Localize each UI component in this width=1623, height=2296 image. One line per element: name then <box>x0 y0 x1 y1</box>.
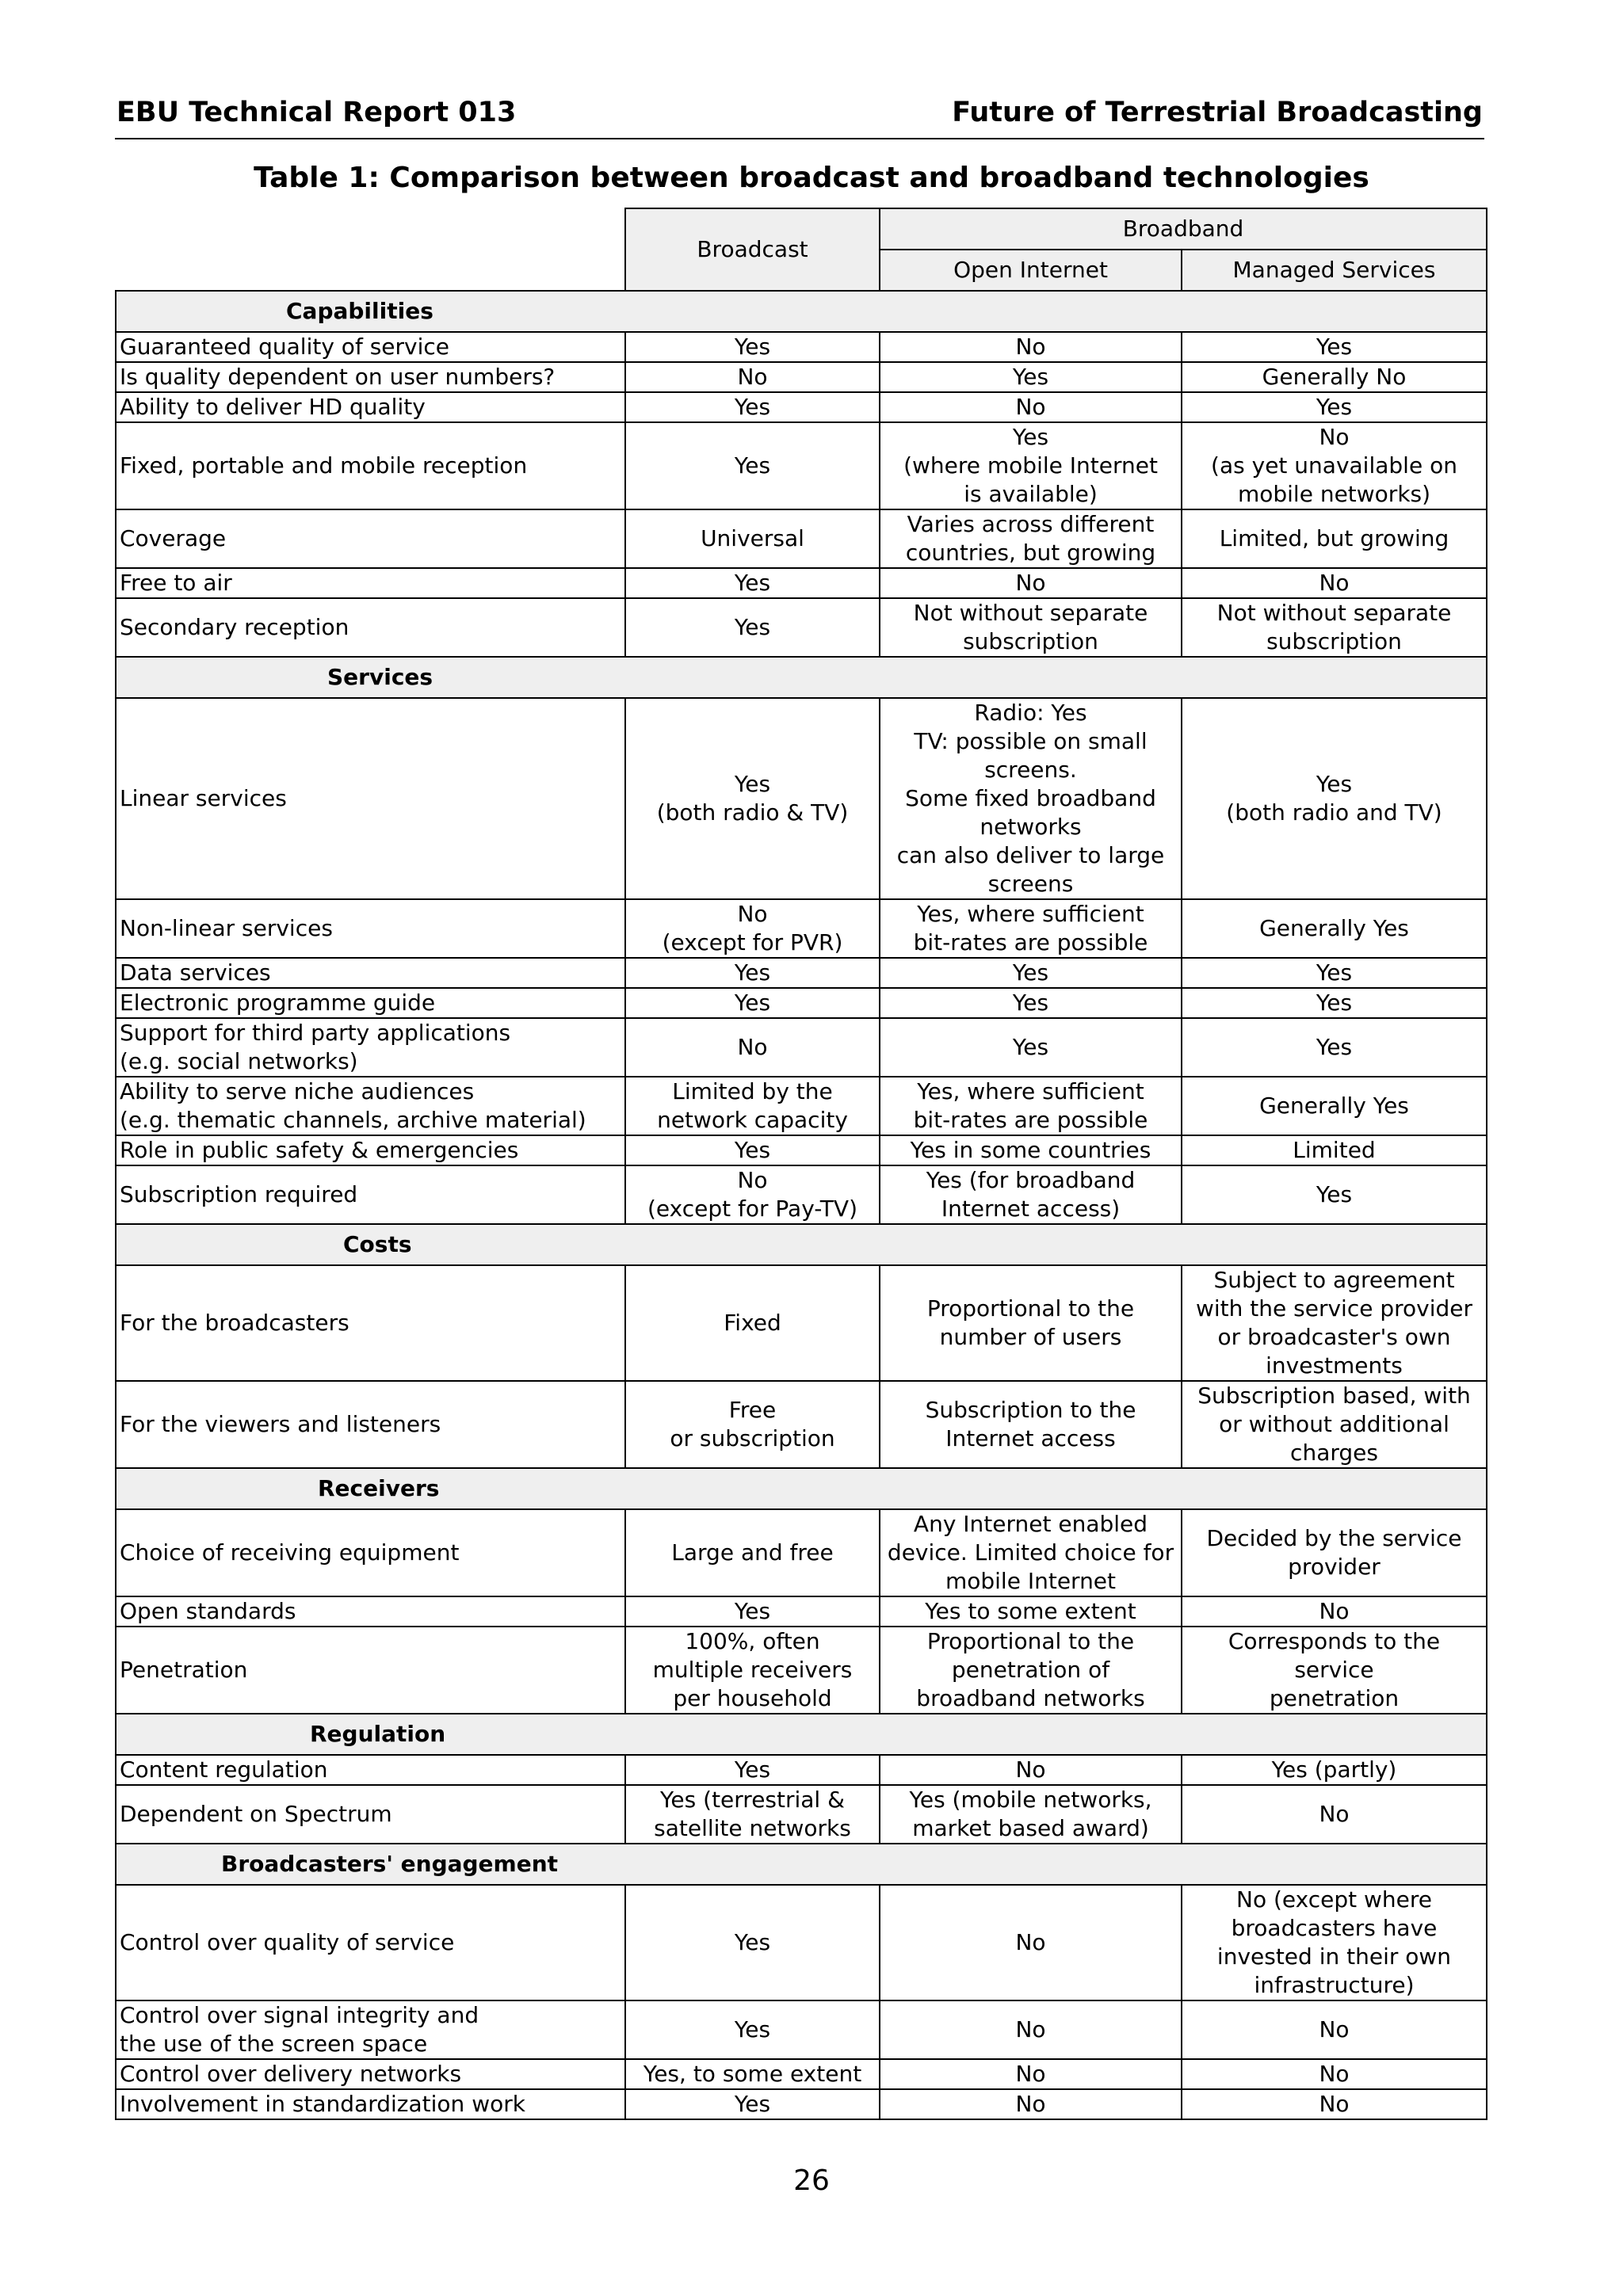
table-caption: Table 1: Comparison between broadcast and broadband technologies <box>254 162 1369 194</box>
cell-broadcast: Yes <box>625 988 880 1018</box>
table-row <box>116 422 1487 509</box>
cell-open-internet: Yes to some extent <box>880 1596 1182 1627</box>
cell-managed-services: Yes <box>1182 1165 1487 1224</box>
cell-managed-services: No <box>1182 2000 1487 2059</box>
cell-managed-services: Yes <box>1182 1018 1487 1077</box>
table-row <box>116 2089 1487 2119</box>
cell-open-internet: No <box>880 2000 1182 2059</box>
row-label: Electronic programme guide <box>116 988 625 1018</box>
table-row <box>116 2000 1487 2059</box>
row-label: Ability to serve niche audiences (e.g. thematic channels, archive material) <box>116 1077 625 1135</box>
table-row <box>116 1755 1487 1785</box>
cell-broadcast: Free or subscription <box>625 1381 880 1468</box>
section-row <box>116 1844 1487 1885</box>
cell-open-internet: Proportional to the number of users <box>880 1265 1182 1381</box>
cell-open-internet: Yes <box>880 1018 1182 1077</box>
cell-open-internet: Yes <box>880 958 1182 988</box>
section-title: Services <box>327 664 433 690</box>
cell-broadcast: Yes <box>625 1135 880 1165</box>
cell-broadcast: Yes <box>625 422 880 509</box>
cell-managed-services: Subject to agreement with the service provider or broadcaster's own investments <box>1182 1265 1487 1381</box>
section-row <box>116 657 1487 698</box>
cell-managed-services: Yes <box>1182 988 1487 1018</box>
row-label: Choice of receiving equipment <box>116 1509 625 1596</box>
header-document-title: Future of Terrestrial Broadcasting <box>952 97 1483 128</box>
cell-broadcast: Yes (both radio & TV) <box>625 698 880 899</box>
cell-broadcast: Yes <box>625 568 880 598</box>
cell-broadcast: Yes <box>625 1755 880 1785</box>
row-label: Control over delivery networks <box>116 2059 625 2089</box>
section-header <box>116 657 1487 698</box>
cell-broadcast: No (except for PVR) <box>625 899 880 958</box>
table-row <box>116 362 1487 392</box>
cell-broadcast: 100%, often multiple receivers per household <box>625 1627 880 1714</box>
cell-managed-services: No (as yet unavailable on mobile networks) <box>1182 422 1487 509</box>
cell-managed-services: No <box>1182 2059 1487 2089</box>
section-row <box>116 1714 1487 1755</box>
section-title: Capabilities <box>286 298 433 324</box>
table-row <box>116 1077 1487 1135</box>
table-row <box>116 1165 1487 1224</box>
cell-managed-services: Limited <box>1182 1135 1487 1165</box>
cell-broadcast: Yes <box>625 598 880 657</box>
table-row <box>116 332 1487 362</box>
header-blank-cell <box>116 208 625 291</box>
row-label: Linear services <box>116 698 625 899</box>
cell-open-internet: Yes <box>880 988 1182 1018</box>
cell-broadcast: Fixed <box>625 1265 880 1381</box>
section-title: Receivers <box>318 1475 440 1501</box>
table-row <box>116 698 1487 899</box>
section-header <box>116 291 1487 332</box>
cell-open-internet: Yes (for broadband Internet access) <box>880 1165 1182 1224</box>
table-row <box>116 509 1487 568</box>
cell-broadcast: No <box>625 1018 880 1077</box>
cell-open-internet: Yes, where sufficient bit-rates are possible <box>880 1077 1182 1135</box>
table-row <box>116 988 1487 1018</box>
cell-open-internet: Varies across different countries, but growing <box>880 509 1182 568</box>
cell-open-internet: Yes in some countries <box>880 1135 1182 1165</box>
cell-open-internet: Yes (mobile networks, market based award) <box>880 1785 1182 1844</box>
row-label: Involvement in standardization work <box>116 2089 625 2119</box>
row-label: Dependent on Spectrum <box>116 1785 625 1844</box>
row-label: Penetration <box>116 1627 625 1714</box>
row-label: Secondary reception <box>116 598 625 657</box>
cell-broadcast: Yes <box>625 1596 880 1627</box>
col-header-managed-services: Managed Services <box>1182 250 1487 291</box>
cell-managed-services: Not without separate subscription <box>1182 598 1487 657</box>
cell-broadcast: Yes (terrestrial & satellite networks <box>625 1785 880 1844</box>
table-row <box>116 1381 1487 1468</box>
cell-managed-services: Yes <box>1182 392 1487 422</box>
cell-open-internet: No <box>880 568 1182 598</box>
comparison-table <box>115 208 1487 2120</box>
col-header-broadband: Broadband <box>880 208 1487 250</box>
cell-broadcast: Yes <box>625 958 880 988</box>
cell-broadcast: Universal <box>625 509 880 568</box>
cell-managed-services: Subscription based, with or without additional charges <box>1182 1381 1487 1468</box>
row-label: Is quality dependent on user numbers? <box>116 362 625 392</box>
table-row <box>116 958 1487 988</box>
col-header-open-internet: Open Internet <box>880 250 1182 291</box>
section-header <box>116 1714 1487 1755</box>
cell-broadcast: Limited by the network capacity <box>625 1077 880 1135</box>
cell-open-internet: No <box>880 2059 1182 2089</box>
col-header-broadcast: Broadcast <box>625 208 880 291</box>
row-label: For the viewers and listeners <box>116 1381 625 1468</box>
row-label: Open standards <box>116 1596 625 1627</box>
table-body <box>116 291 1487 2119</box>
table-row <box>116 1135 1487 1165</box>
cell-managed-services: Decided by the service provider <box>1182 1509 1487 1596</box>
page-header <box>115 95 1484 139</box>
cell-broadcast: Large and free <box>625 1509 880 1596</box>
row-label: Coverage <box>116 509 625 568</box>
cell-broadcast: Yes <box>625 392 880 422</box>
cell-managed-services: Yes <box>1182 332 1487 362</box>
cell-broadcast: Yes, to some extent <box>625 2059 880 2089</box>
cell-managed-services: Generally Yes <box>1182 899 1487 958</box>
cell-open-internet: Not without separate subscription <box>880 598 1182 657</box>
header-report-title: EBU Technical Report 013 <box>116 97 517 128</box>
section-row <box>116 1468 1487 1509</box>
cell-managed-services: No <box>1182 1785 1487 1844</box>
table-row <box>116 1785 1487 1844</box>
cell-broadcast: Yes <box>625 2000 880 2059</box>
cell-open-internet: Yes (where mobile Internet is available) <box>880 422 1182 509</box>
row-label: Guaranteed quality of service <box>116 332 625 362</box>
table-row <box>116 1596 1487 1627</box>
row-label: Support for third party applications (e.g. social networks) <box>116 1018 625 1077</box>
cell-managed-services: Generally No <box>1182 362 1487 392</box>
row-label: Control over signal integrity and the use of the screen space <box>116 2000 625 2059</box>
cell-open-internet: Radio: Yes TV: possible on small screens. Some fixed broadband networks can also deliver to large screens <box>880 698 1182 899</box>
section-row <box>116 1224 1487 1265</box>
table-row <box>116 1018 1487 1077</box>
table-row <box>116 899 1487 958</box>
page-number: 26 <box>793 2164 830 2197</box>
table-row <box>116 1509 1487 1596</box>
row-label: Free to air <box>116 568 625 598</box>
table-row <box>116 2059 1487 2089</box>
section-title: Regulation <box>310 1721 446 1747</box>
row-label: Subscription required <box>116 1165 625 1224</box>
row-label: Non-linear services <box>116 899 625 958</box>
cell-open-internet: No <box>880 1755 1182 1785</box>
row-label: Control over quality of service <box>116 1885 625 2000</box>
cell-managed-services: Yes (both radio and TV) <box>1182 698 1487 899</box>
table-row <box>116 1885 1487 2000</box>
row-label: For the broadcasters <box>116 1265 625 1381</box>
cell-broadcast: Yes <box>625 1885 880 2000</box>
cell-managed-services: No <box>1182 1596 1487 1627</box>
section-title: Costs <box>343 1231 412 1257</box>
cell-broadcast: Yes <box>625 332 880 362</box>
cell-open-internet: Any Internet enabled device. Limited choice for mobile Internet <box>880 1509 1182 1596</box>
row-label: Ability to deliver HD quality <box>116 392 625 422</box>
table-row <box>116 1265 1487 1381</box>
cell-broadcast: No (except for Pay-TV) <box>625 1165 880 1224</box>
row-label: Role in public safety & emergencies <box>116 1135 625 1165</box>
cell-open-internet: No <box>880 2089 1182 2119</box>
table-row <box>116 1627 1487 1714</box>
section-header <box>116 1468 1487 1509</box>
row-label: Data services <box>116 958 625 988</box>
cell-broadcast: Yes <box>625 2089 880 2119</box>
cell-managed-services: No <box>1182 2089 1487 2119</box>
row-label: Fixed, portable and mobile reception <box>116 422 625 509</box>
section-header <box>116 1844 1487 1885</box>
row-label: Content regulation <box>116 1755 625 1785</box>
cell-open-internet: No <box>880 392 1182 422</box>
cell-managed-services: Yes (partly) <box>1182 1755 1487 1785</box>
cell-managed-services: Limited, but growing <box>1182 509 1487 568</box>
cell-managed-services: Generally Yes <box>1182 1077 1487 1135</box>
table-row <box>116 392 1487 422</box>
cell-broadcast: No <box>625 362 880 392</box>
cell-open-internet: Yes <box>880 362 1182 392</box>
cell-open-internet: No <box>880 1885 1182 2000</box>
cell-open-internet: Subscription to the Internet access <box>880 1381 1182 1468</box>
section-header <box>116 1224 1487 1265</box>
cell-managed-services: No (except where broadcasters have invested in their own infrastructure) <box>1182 1885 1487 2000</box>
cell-managed-services: Yes <box>1182 958 1487 988</box>
cell-open-internet: Proportional to the penetration of broadband networks <box>880 1627 1182 1714</box>
cell-managed-services: No <box>1182 568 1487 598</box>
table-row <box>116 568 1487 598</box>
section-title: Broadcasters' engagement <box>221 1851 559 1877</box>
section-row <box>116 291 1487 332</box>
cell-open-internet: Yes, where sufficient bit-rates are possible <box>880 899 1182 958</box>
table-row <box>116 598 1487 657</box>
cell-managed-services: Corresponds to the service penetration <box>1182 1627 1487 1714</box>
cell-open-internet: No <box>880 332 1182 362</box>
